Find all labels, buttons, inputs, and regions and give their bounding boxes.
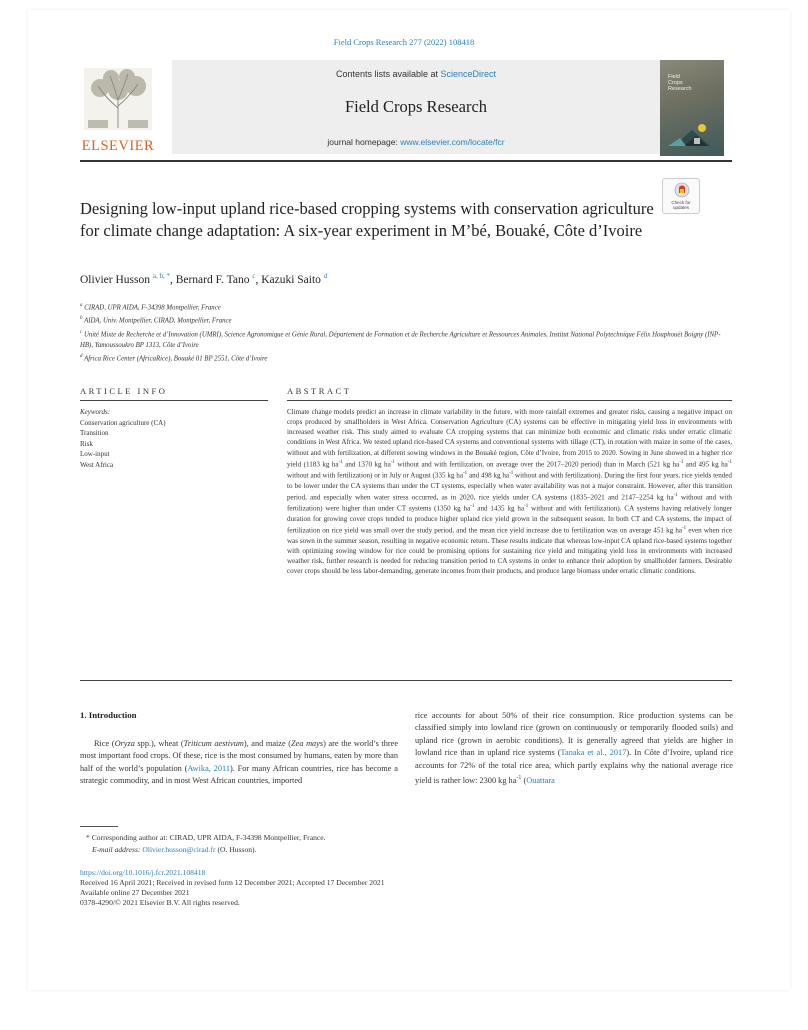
journal-header: [80, 60, 732, 160]
journal-banner: [172, 60, 660, 154]
citation-link[interactable]: Tanaka et al., 2017: [560, 748, 627, 758]
affiliations: [80, 300, 732, 364]
author-affiliation-marker[interactable]: a, b, *: [152, 272, 170, 280]
author-separator: ,: [255, 273, 262, 286]
keyword[interactable]: Risk: [80, 439, 93, 448]
introduction-heading: 1. Introduction: [80, 710, 137, 720]
citation-link[interactable]: Ouattara: [526, 775, 555, 785]
article-info-rule: [80, 400, 268, 401]
email-line: E-mail address: Olivier.husson@cirad.fr (O. Husson).: [92, 844, 257, 854]
cover-graphic-icon: [666, 100, 718, 152]
received-dates: Received 16 April 2021; Received in revised form 12 December 2021; Accepted 17 December 2021: [80, 878, 385, 887]
author-name[interactable]: Bernard F. Tano: [175, 273, 250, 286]
citation-link[interactable]: Awika, 2011: [187, 763, 230, 773]
keyword[interactable]: West Africa: [80, 460, 114, 469]
cover-title: [668, 74, 692, 92]
keyword[interactable]: Transition: [80, 429, 109, 437]
abstract-rule: [287, 400, 732, 401]
elsevier-wordmark: ELSEVIER: [81, 138, 155, 154]
author-name[interactable]: Olivier Husson: [80, 273, 150, 286]
keyword[interactable]: Low-input: [80, 450, 110, 458]
abstract-bottom-rule: [80, 680, 732, 681]
affiliation: $^c$ Unité Mixte de Recherche et d’Innovation (UMRI), Science Agronomique et Génie Rural, Département de Formation et de Recherche Agriculture et Ressources Animales, Institut National Polytechnique Félix Houphouët Boigny (INP-HB), Yamoussoukro BP 1313, Côte d’Ivoire: [80, 329, 721, 349]
corresponding-author-footnote: [86, 832, 506, 855]
check-updates-icon: [674, 182, 690, 198]
journal-cover-image[interactable]: [660, 60, 724, 156]
footnote-rule: [80, 826, 118, 827]
sciencedirect-link[interactable]: ScienceDirect: [440, 69, 497, 79]
cover-title-line: Field: [668, 74, 680, 80]
publication-info: [80, 868, 580, 908]
affiliation: $^d$ Africa Rice Center (AfricaRice), Bouaké 01 BP 2551, Côte d’Ivoire: [80, 353, 268, 363]
check-for-updates-badge[interactable]: [662, 178, 700, 214]
author-name[interactable]: Kazuki Saito: [261, 273, 321, 286]
keyword[interactable]: Conservation agriculture (CA): [80, 418, 166, 427]
homepage-link[interactable]: www.elsevier.com/locate/fcr: [400, 137, 505, 147]
email-link[interactable]: Olivier.husson@cirad.fr: [142, 844, 216, 854]
corresponding-author: * Corresponding author at: CIRAD, UPR AIDA, F-34398 Montpellier, France.: [86, 833, 326, 842]
affiliation: $^a$ CIRAD, UPR AIDA, F-34398 Montpellier, France: [80, 303, 221, 312]
affiliation: $^b$ AIDA, Univ. Montpellier, CIRAD, Montpellier, France: [80, 316, 232, 325]
elsevier-tree-icon: [84, 68, 152, 130]
cover-title-line: Crops: [668, 80, 683, 86]
article-title: Designing low-input upland rice-based cropping systems with conservation agriculture for climate change adaptation: A six-year experiment in M’bé, Bouaké, Côte d’Ivoire: [80, 199, 654, 240]
abstract-text: Climate change models predict an increase in climate variability in the future, with more rainfall extremes and greater risks, causing a negative impact on crops produced by smallholders in West Africa. Conservation Agriculture (CA) systems can be effective in mitigating yield loss in environments with increased weather risk. This study aimed to evaluate CA cropping systems that can minimize both economic and climatic risks under erratic climatic conditions in West Africa. We tested upland rice-based CA systems and conventional systems with tillage (CT), in rotation with maize in some of the cases, without and with fertilization, at different sowing windows in the Bouaké region, Côte d’Ivoire, from 2015 to 2020. Sowing in June showed in a higher rice yield (1183 kg $ha^{-1}$ and 1370 kg $ha^{-1}$ without and with fertilization, on average over the 2017–2020 period) than in March (521 kg $ha^{-1}$ and 495 kg $ha^{-1}$ without and with fertilization) or in July or August (335 kg $ha^{-1}$ and 498 kg $ha^{-1}$ without and with fertilization). During the first four years, rice yields tended to be lower under the CA systems than under the CT systems, especially when water availability was not a major constraint. However, after this transition period, and especially when water stress occurred, as in 2020, rice yields under CA systems (1835–2021 and 2147–2254 kg $ha^{-1}$ without and with fertilization) were higher than under CT systems (1350 kg $ha^{-1}$ and 1435 kg $ha^{-1}$ without and with fertilization). CA systems having relatively longer duration for growing cover crops tended to produce higher upland rice yield grown in the subsequent season. In both CT and CA systems, the impact of fertilization on rice yield was small over the study period, and the mean rice yield increase due to fertilization was on average 451 kg $ha^{-1}$ even when rice was sown in the summer season, resulting in negative economic return. These results indicate that whereas low-input CA upland rice-based systems together with optimizing sowing window for rice could be promising options for sustaining rice yield and mitigating yield loss in environments with increased weather risk, further research is needed for reducing transition period to CA systems in order to enhance their adoption by smallholder farmers. Desirable cover crops should be less labor-demanding, generate incomes from their products, and produce large biomass under erratic climatic conditions.: [287, 408, 732, 576]
journal-citation[interactable]: Field Crops Research 277 (2022) 108418: [333, 37, 475, 47]
author-separator: ,: [169, 273, 176, 286]
cover-title-line: Research: [668, 86, 692, 92]
contents-prefix: Contents lists available at: [335, 69, 441, 79]
contents-available: [172, 69, 660, 79]
doi-link[interactable]: https://doi.org/10.1016/j.fcr.2021.108418: [80, 868, 206, 877]
header-rule: [80, 160, 732, 162]
introduction-left-column: Rice (Oryza spp.), wheat (Triticum aestivum), and maize (Zea mays) are the world’s three most important food crops. Of these, rice is the most consumed by humans, eaten by more than half of the world’s population (Awika, 2011). For many African countries, rice has become a strategic commodity, and in most West African countries, imported: [80, 739, 398, 786]
author-list: [80, 272, 680, 286]
introduction-right-column: rice accounts for about 50% of their rice consumption. Rice production systems can be classified simply into lowland rice (grown on continuously or temporarily flooded soils) and upland rice (grown in aerobic conditions). It is generally agreed that yields are higher in lowland rice than in upland rice systems (Tanaka et al., 2017). In Côte d’Ivoire, upland rice accounts for 72% of the total rice area, which partly explains why the national average rice yield is rather low: 2300 kg $ha^{-1}$ (Ouattara: [415, 711, 734, 785]
author-affiliation-marker[interactable]: d: [323, 272, 328, 280]
check-updates-label: Check for updates: [671, 200, 691, 210]
keywords-label: Keywords:: [80, 408, 111, 416]
copyright: 0378-4290/© 2021 Elsevier B.V. All rights reserved.: [80, 898, 240, 907]
journal-homepage: [172, 137, 660, 147]
journal-title[interactable]: Field Crops Research: [344, 97, 488, 116]
author-affiliation-marker[interactable]: c: [252, 272, 256, 280]
homepage-prefix: journal homepage:: [327, 137, 401, 147]
available-online: Available online 27 December 2021: [80, 888, 190, 897]
elsevier-logo[interactable]: [80, 62, 156, 158]
article-info-heading: ARTICLE INFO: [80, 386, 168, 396]
abstract-heading: ABSTRACT: [287, 386, 352, 396]
keywords-block: [80, 407, 260, 470]
